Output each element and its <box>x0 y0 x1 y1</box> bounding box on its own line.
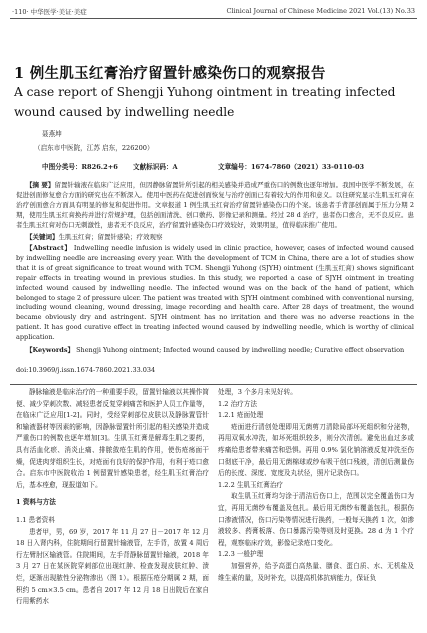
author-affiliation: （启东市中医院，江苏 启东，226200） <box>34 144 154 152</box>
keywords-english-label: 【Keywords】 <box>26 346 74 354</box>
abstract-english-label: 【Abstract】 <box>26 244 72 252</box>
abstract-chinese-text: 留置针输液在临床广泛应用，但因静脉留置针所引起的相关感染并造成严重伤口的例数也逐年增加。我国中医学不断发展，在促进创面修复愈合方面的研究也在不断深入。使用中医药在促进创面恢复与治疗创面已有着较大的作用和意义。以往研究显示生肌玉红膏在治疗创面愈合方面具有明显的修复和促进作用。文章报道 1 例生肌玉红膏治疗留置针感染伤口的个案。该患者手背部创面属于压力分期 2 期，使用生肌玉红膏换药并进行常规护理，包括创面清洗、创口敷药、影像记录和测量。经过 28 d 治疗，患者伤口愈合，无不良反应。患者生肌玉红膏对伤口无刺激性，患者无不良反应，治疗留置针感染伤口疗效较好，效果明显，值得临床推广使用。 <box>16 181 414 229</box>
running-header-left: ·110· 中华医学·美证·美症 <box>12 8 87 16</box>
keywords-english <box>16 346 414 356</box>
title-english: A case report of Shengji Yuhong ointment in treating infected wound caused by indwelling needle <box>14 85 396 119</box>
abstract-chinese-label: 【摘 要】 <box>26 181 55 189</box>
intro-paragraph: 静脉输液是临床治疗的一种重要手段，留置针输液以其操作简便、减少穿刺次数、减轻患者反复穿刺痛苦和医护人员工作量等，在临床广泛应用[1-2]。同时，受经穿刺部位皮肤以及静脉置管针和输液器材等因素的影响，因静脉留置针所引起的相关感染并造成严重伤口的例数也逐年增加[3]。生肌玉红膏是解毒生肌之要药，具有活血化瘀、消炎止痛、排脓敛疮生肌的作用，使伤疮疡面干燥，促进肉芽组织生长，对疮面有良好的保护作用，有利于疮口愈合。启东市中医院收治 1 例留置针感染患者，经生肌玉红膏治疗后，基本痊愈，现报道如下。 <box>16 388 209 489</box>
subsection-heading-wound-handling: 1.2.1 疮面处理 <box>218 411 264 420</box>
nursing-paragraph: 加强营养，给予高蛋白高热量、膳食、蛋白质、水、无机盐及维生素的量，及时补充，以提高机体抗病能力，保证负 <box>218 561 414 582</box>
section-heading-materials-methods: 1 资料与方法 <box>16 498 56 507</box>
abstract-english-text: Indwelling needle infusion is widely used in clinic practice, however, cases of infected wound caused by indwelling needle are increasing every year. With the development of TCM in China, there are a lot of studies show that it is of great significance to treat wound with TCM. Shengji Yuhong (SJYH) ointment (生肌玉红膏) shows significant repair effects in treating wound in previous studies. In this study, we reported a case of SJYH ointment in treating infected wound caused by indwelling needle. The infected wound was on the back of the hand of patient, which belonged to stage 2 of pressure ulcer. The patient was treated with SJYH ointment combined with conventional nursing, including wound cleaning, wound dressing, image recording and health care. After 28 days of treatment, the wound became obviously dry and astringent. SJYH ointment has no irritation and there was no adverse reactions in the patient. It has good curative effect in treating infected wound caused by indwelling needle, which is worthy of clinical application. <box>16 244 414 342</box>
clc-number: 中图分类号：R826.2+6 <box>42 163 118 171</box>
continuation-paragraph: 处理，3 个多月未见好转。 <box>218 388 297 396</box>
running-header-right: Clinical Journal of Chinese Medicine 2021 Vol.(13) No.33 <box>226 7 415 15</box>
ointment-paragraph: 取生肌玉红膏均匀涂于清洁后伤口上，范围以完全覆盖伤口为宜，再用无菌纱布覆盖及包扎。最后用无菌纱布覆盖包扎，根据伤口渗液情况，伤口污染等情况进行换药，一般每天换药 1 次，如渗液较多、药膏板落、伤口暴露污染等则及时更换。28 d 为 1 个疗程，观察临床疗效，影像记录疮口变化。 <box>218 492 414 547</box>
abstract-english <box>16 244 414 343</box>
header-rule <box>10 18 417 19</box>
document-code: 文献标识码：A <box>133 163 178 171</box>
abstract-chinese <box>16 181 414 231</box>
keywords-english-text: Shengji Yuhong ointment; Infected wound caused by indwelling needle; Curative effect observation <box>76 346 405 354</box>
keywords-chinese-label: 【关键词】 <box>26 233 59 241</box>
body-column-left <box>16 387 209 608</box>
keywords-chinese-text: 生肌玉红膏；留置针感染；疗效观察 <box>58 233 163 241</box>
author-name: 聂燕坤 <box>42 130 62 138</box>
doi: doi:10.3969/j.issn.1674-7860.2021.33.034 <box>16 366 156 374</box>
section-rule <box>10 384 417 385</box>
subsection-heading-ointment: 1.2.2 生肌玉红膏治疗 <box>218 480 284 489</box>
article-number: 文章编号：1674-7860（2021）33-0110-03 <box>218 163 365 171</box>
keywords-chinese <box>16 233 414 243</box>
body-column-right <box>218 387 414 584</box>
subsection-heading-patient-data: 1.1 患者资料 <box>16 515 55 524</box>
subsection-heading-treatment: 1.2 治疗方法 <box>218 399 257 408</box>
subsection-heading-nursing: 1.2.3 一般护理 <box>218 550 264 559</box>
wound-handling-paragraph: 疮面进行清创处理即用无菌剪刀清除局部坏死组织和分泌物，再用双氧水冲洗，如坏死组织较多，则分次清创。避免出血过多或疼痛给患者带来痛苦和恐惧。再用 0.9% 氯化钠溶液反复冲洗至伤口彻底干净，最后用无菌棉球或纱布吸干创口残液，清创后测量伤后的长度、深度、宽度及丸状径，照片记录伤口。 <box>218 422 414 478</box>
title-chinese: 1 例生肌玉红膏治疗留置针感染伤口的观察报告 <box>14 65 326 82</box>
case-paragraph: 患者甲，男，69 岁，2017 年 11 月 27 日－2017 年 12 月 18 日入肾内科，住院期间行留置针输液管，左手背，放置 4 周后行左臂肘区输液管。住院期间，左手背静脉留置针输液，2018 年 3 月 27 日在某医院穿刺部位出现红肿、检查发现皮肤红肿、溃烂，逐渐出现脓性分泌物渗出（图 1）。根据压疮分期属 2 期，面积约 5 cm×3.5 cm。患者自 2017 年 12 月 18 日出院后在家自行用紫药水 <box>16 527 209 606</box>
